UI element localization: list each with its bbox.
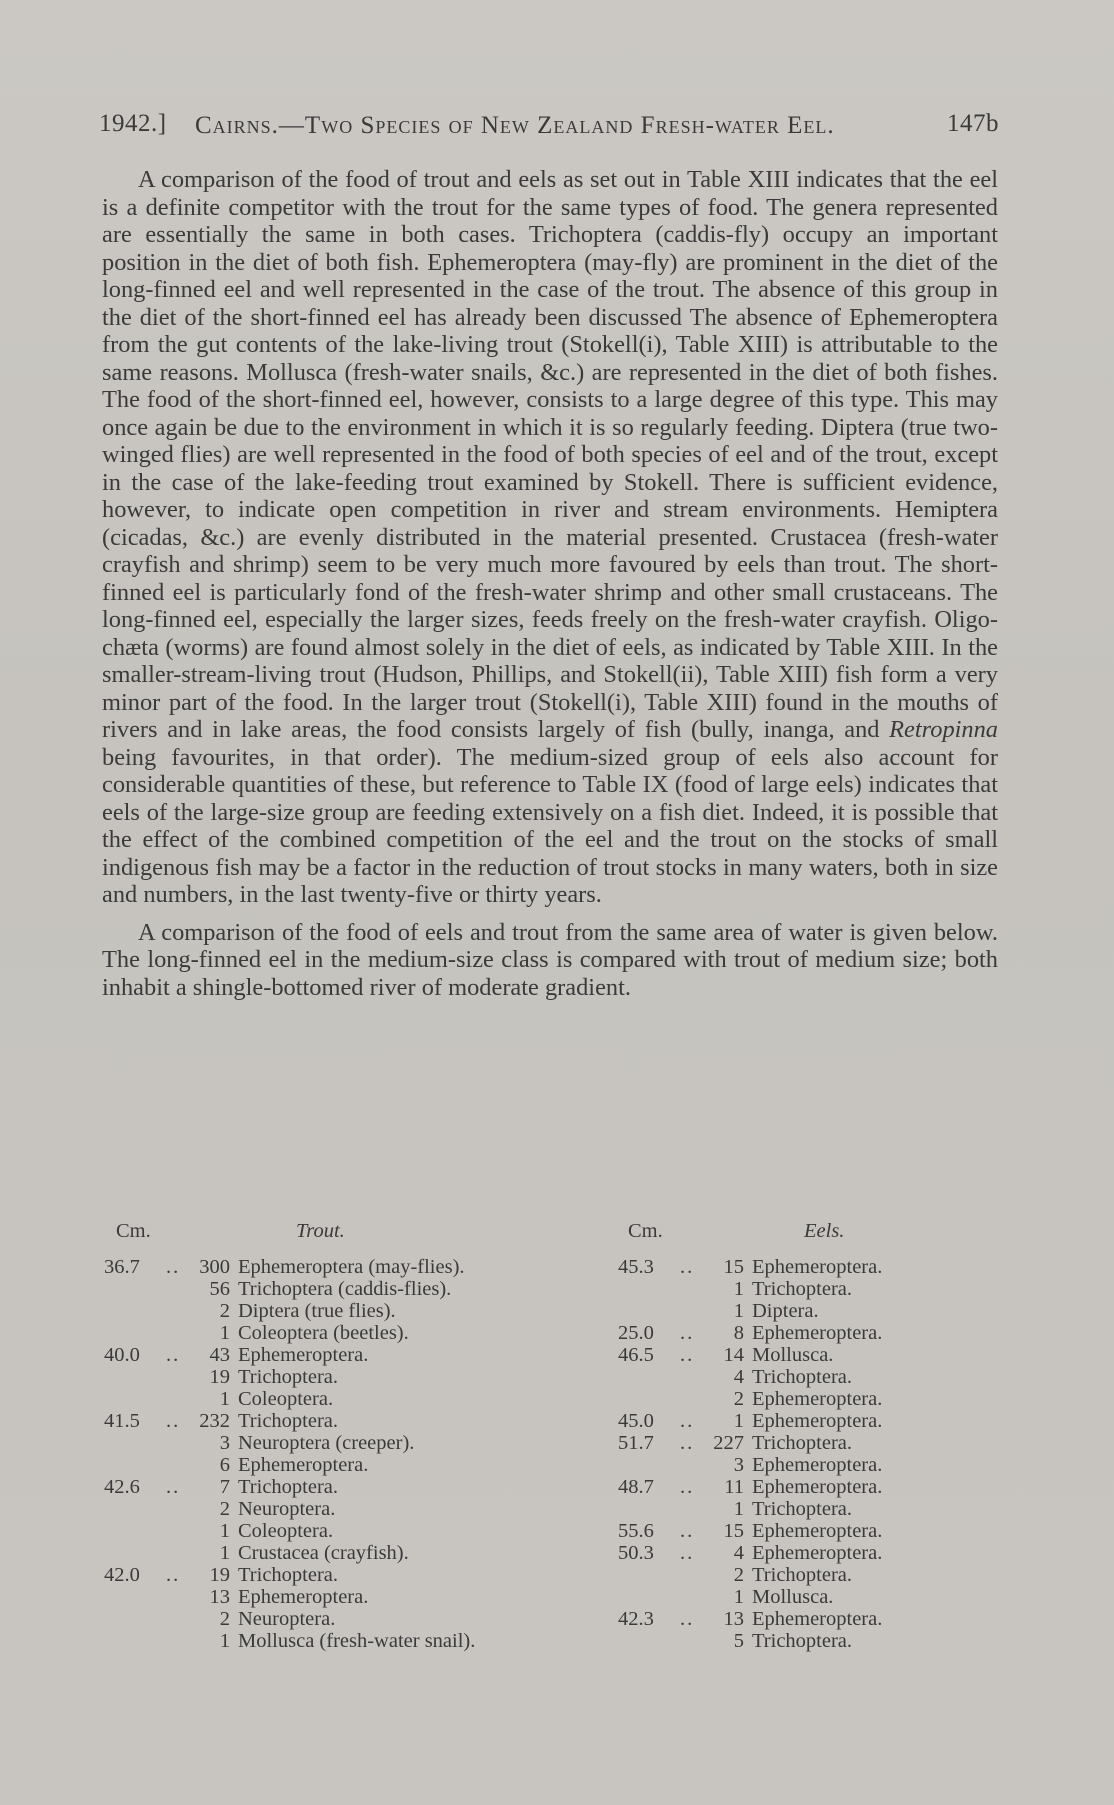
trout-row xyxy=(104,1498,584,1520)
trout-num: 232 xyxy=(199,1410,230,1432)
trout-food-item: Trichoptera (caddis-flies). xyxy=(238,1278,452,1300)
trout-food-item: Coleoptera (beetles). xyxy=(238,1322,409,1344)
trout-num: 1 xyxy=(219,1322,230,1344)
eel-dots: .. xyxy=(680,1542,695,1564)
eel-num: 3 xyxy=(733,1454,744,1476)
eel-dots: .. xyxy=(680,1344,695,1366)
trout-num: 1 xyxy=(219,1520,230,1542)
trout-num: 13 xyxy=(209,1586,230,1608)
trout-num: 43 xyxy=(209,1344,230,1366)
eel-num: 1 xyxy=(733,1586,744,1608)
trout-cm: 40.0 xyxy=(104,1344,140,1366)
eel-row xyxy=(618,1586,998,1608)
trout-num: 6 xyxy=(219,1454,230,1476)
eel-food-item: Ephemeroptera. xyxy=(752,1608,883,1630)
eel-food-item: Ephemeroptera. xyxy=(752,1388,883,1410)
eel-row xyxy=(618,1542,998,1564)
eel-cm: 45.0 xyxy=(618,1410,654,1432)
trout-num: 1 xyxy=(219,1630,230,1652)
eel-row xyxy=(618,1432,998,1454)
trout-food-item: Ephemeroptera. xyxy=(238,1344,369,1366)
trout-cm: 42.6 xyxy=(104,1476,140,1498)
page-number: 147b xyxy=(947,110,999,137)
trout-cm: 42.0 xyxy=(104,1564,140,1586)
trout-num: 7 xyxy=(219,1476,230,1498)
paragraph-1-part-1: A comparison of the food of trout and eels as set out in Table XIII indicates that the eel is a definite competitor with the trout for the same types of food. The genera represented are essentially the same in both cases. Trichoptera (caddis-fly) occupy an important position in the diet of both fish. Ephemeroptera (may-fly) are prominent in the diet of the long-finned eel and well represented in the case of the trout. The absence of this group in the diet of the short-finned eel has already been discussed The absence of Ephemeroptera from the gut contents of the lake-living trout (Stokell(i), Table XIII) is attributable to the same reasons. Mollusca (fresh-water snails, &c.) are represented in the diet of both fishes. The food of the short-finned eel, however, consists to a large degree of this type. This may once again be due to the environment in which it is so regularly feeding. Diptera (true two-winged flies) are well represented in the food of both species of eel and of the trout, except in the case of the lake-feeding trout examined by Stokell. There is sufficient evidence, however, to indicate open competition in river and stream environments. Hemiptera (cicadas, &c.) are evenly distributed in the material presented. Crustacea (fresh-water crayfish and shrimp) seem to be very much more favoured by eels than trout. The short-finned eel is particularly fond of the fresh-water shrimp and other small crustaceans. The long-finned eel, especially the larger sizes, feeds freely on the fresh-water crayfish. Oligochæta (worms) are found almost solely in the diet of eels, as indicated by Table XIII. In the smaller-stream-living trout (Hudson, Phillips, and Stokell(ii), Table XIII) fish form a very minor part of the food. In the larger trout (Stokell(i), Table XIII) found in the mouths of rivers and in lake areas, the food consists largely of fish (bully, inanga, and xyxy=(102,166,998,743)
eel-dots: .. xyxy=(680,1410,695,1432)
eel-food-item: Ephemeroptera. xyxy=(752,1542,883,1564)
eel-food-item: Mollusca. xyxy=(752,1344,834,1366)
eel-cm: 46.5 xyxy=(618,1344,654,1366)
eel-row xyxy=(618,1520,998,1542)
eel-dots: .. xyxy=(680,1520,695,1542)
eel-row xyxy=(618,1564,998,1586)
eel-food-item: Ephemeroptera. xyxy=(752,1256,883,1278)
eel-num: 8 xyxy=(733,1322,744,1344)
trout-food-item: Ephemeroptera (may-flies). xyxy=(238,1256,465,1278)
eel-food-item: Diptera. xyxy=(752,1300,819,1322)
trout-row xyxy=(104,1300,584,1322)
eel-food-item: Ephemeroptera. xyxy=(752,1322,883,1344)
trout-row xyxy=(104,1586,584,1608)
eel-food-item: Trichoptera. xyxy=(752,1432,853,1454)
eel-food-item: Ephemeroptera. xyxy=(752,1476,883,1498)
trout-row xyxy=(104,1344,584,1366)
trout-cm-header: Cm. xyxy=(116,1220,151,1242)
eel-food-item: Ephemeroptera. xyxy=(752,1454,883,1476)
eel-row xyxy=(618,1498,998,1520)
trout-dots: .. xyxy=(166,1564,181,1586)
trout-food-item: Mollusca (fresh-water snail). xyxy=(238,1630,476,1652)
eel-num: 13 xyxy=(723,1608,744,1630)
trout-food-item: Coleoptera. xyxy=(238,1520,334,1542)
eel-row xyxy=(618,1388,998,1410)
trout-row xyxy=(104,1476,584,1498)
trout-row xyxy=(104,1366,584,1388)
trout-dots: .. xyxy=(166,1410,181,1432)
trout-food-item: Ephemeroptera. xyxy=(238,1454,369,1476)
trout-num: 19 xyxy=(209,1366,230,1388)
trout-num: 2 xyxy=(219,1608,230,1630)
trout-row xyxy=(104,1256,584,1278)
eel-num: 11 xyxy=(724,1476,744,1498)
eel-num: 1 xyxy=(733,1410,744,1432)
eel-row xyxy=(618,1322,998,1344)
eel-food-item: Ephemeroptera. xyxy=(752,1410,883,1432)
trout-num: 300 xyxy=(199,1256,230,1278)
eel-num: 15 xyxy=(723,1520,744,1542)
paragraph-1 xyxy=(102,166,998,909)
eel-dots: .. xyxy=(680,1608,695,1630)
paragraph-1-part-2: being favourites, in that order). The medium-sized group of eels also account for considerable quantities of these, but reference to Table IX (food of large eels) indicates that eels of the large-size group are feeding extensively on a fish diet. Indeed, it is possible that the effect of the combined competition of the eel and the trout on the stocks of small indigenous fish may be a factor in the reduction of trout stocks in many waters, both in size and numbers, in the last twenty-five or thirty years. xyxy=(102,743,998,908)
trout-cm: 41.5 xyxy=(104,1410,140,1432)
trout-row xyxy=(104,1630,584,1652)
eel-cm-header: Cm. xyxy=(628,1220,663,1242)
eel-food-item: Trichoptera. xyxy=(752,1366,853,1388)
eel-row xyxy=(618,1344,998,1366)
eel-header: Eels. xyxy=(804,1220,845,1242)
trout-dots: .. xyxy=(166,1256,181,1278)
trout-row xyxy=(104,1520,584,1542)
body-text xyxy=(102,166,998,1001)
trout-num: 56 xyxy=(209,1278,230,1300)
eel-num: 4 xyxy=(733,1542,744,1564)
trout-cm: 36.7 xyxy=(104,1256,140,1278)
trout-header: Trout. xyxy=(296,1220,345,1242)
trout-food-item: Trichoptera. xyxy=(238,1476,339,1498)
eel-cm: 51.7 xyxy=(618,1432,654,1454)
eel-row xyxy=(618,1454,998,1476)
trout-row xyxy=(104,1454,584,1476)
eel-dots: .. xyxy=(680,1256,695,1278)
eel-cm: 48.7 xyxy=(618,1476,654,1498)
eel-row xyxy=(618,1366,998,1388)
trout-num: 2 xyxy=(219,1300,230,1322)
eel-num: 14 xyxy=(723,1344,744,1366)
eel-row xyxy=(618,1410,998,1432)
eel-row xyxy=(618,1300,998,1322)
eel-cm: 55.6 xyxy=(618,1520,654,1542)
eel-cm: 25.0 xyxy=(618,1322,654,1344)
trout-row xyxy=(104,1564,584,1586)
trout-food-item: Neuroptera (creeper). xyxy=(238,1432,415,1454)
eel-row xyxy=(618,1608,998,1630)
trout-row xyxy=(104,1608,584,1630)
trout-num: 1 xyxy=(219,1388,230,1410)
paragraph-2: A comparison of the food of eels and trout from the same area of water is given below. The long-finned eel in the medium-size class is compared with trout of medium size; both inhabit a shingle-bottomed river of moderate gradient. xyxy=(102,918,998,1001)
trout-row xyxy=(104,1278,584,1300)
eel-num: 1 xyxy=(733,1300,744,1322)
eel-dots: .. xyxy=(680,1476,695,1498)
eel-food-item: Trichoptera. xyxy=(752,1278,853,1300)
eel-num: 15 xyxy=(723,1256,744,1278)
eel-row xyxy=(618,1256,998,1278)
paragraph-1-italic: Retropinna xyxy=(889,716,998,743)
trout-column xyxy=(104,1256,584,1652)
eel-num: 1 xyxy=(733,1278,744,1300)
trout-food-item: Neuroptera. xyxy=(238,1608,336,1630)
trout-row xyxy=(104,1388,584,1410)
trout-food-item: Ephemeroptera. xyxy=(238,1586,369,1608)
trout-food-item: Neuroptera. xyxy=(238,1498,336,1520)
eel-num: 4 xyxy=(733,1366,744,1388)
trout-food-item: Crustacea (crayfish). xyxy=(238,1542,409,1564)
trout-row xyxy=(104,1542,584,1564)
eel-food-item: Mollusca. xyxy=(752,1586,834,1608)
trout-food-item: Trichoptera. xyxy=(238,1410,339,1432)
eel-row xyxy=(618,1630,998,1652)
eel-row xyxy=(618,1278,998,1300)
eel-dots: .. xyxy=(680,1432,695,1454)
trout-row xyxy=(104,1410,584,1432)
header-year: 1942.] xyxy=(99,110,167,137)
eel-food-item: Trichoptera. xyxy=(752,1630,853,1652)
trout-num: 1 xyxy=(219,1542,230,1564)
eel-num: 2 xyxy=(733,1564,744,1586)
eel-cm: 50.3 xyxy=(618,1542,654,1564)
eel-dots: .. xyxy=(680,1322,695,1344)
trout-num: 2 xyxy=(219,1498,230,1520)
trout-num: 3 xyxy=(219,1432,230,1454)
trout-num: 19 xyxy=(209,1564,230,1586)
trout-dots: .. xyxy=(166,1344,181,1366)
eel-column xyxy=(618,1256,998,1652)
eel-cm: 45.3 xyxy=(618,1256,654,1278)
eel-num: 2 xyxy=(733,1388,744,1410)
eel-num: 1 xyxy=(733,1498,744,1520)
eel-food-item: Trichoptera. xyxy=(752,1564,853,1586)
eel-num: 5 xyxy=(733,1630,744,1652)
eel-food-item: Trichoptera. xyxy=(752,1498,853,1520)
trout-food-item: Coleoptera. xyxy=(238,1388,334,1410)
trout-food-item: Trichoptera. xyxy=(238,1564,339,1586)
trout-food-item: Diptera (true flies). xyxy=(238,1300,396,1322)
eel-food-item: Ephemeroptera. xyxy=(752,1520,883,1542)
trout-row xyxy=(104,1322,584,1344)
running-header xyxy=(99,110,999,150)
trout-food-item: Trichoptera. xyxy=(238,1366,339,1388)
eel-row xyxy=(618,1476,998,1498)
trout-dots: .. xyxy=(166,1476,181,1498)
eel-num: 227 xyxy=(713,1432,744,1454)
header-title: Cairns.—Two Species of New Zealand Fresh-water Eel. xyxy=(195,112,835,139)
eel-cm: 42.3 xyxy=(618,1608,654,1630)
trout-row xyxy=(104,1432,584,1454)
